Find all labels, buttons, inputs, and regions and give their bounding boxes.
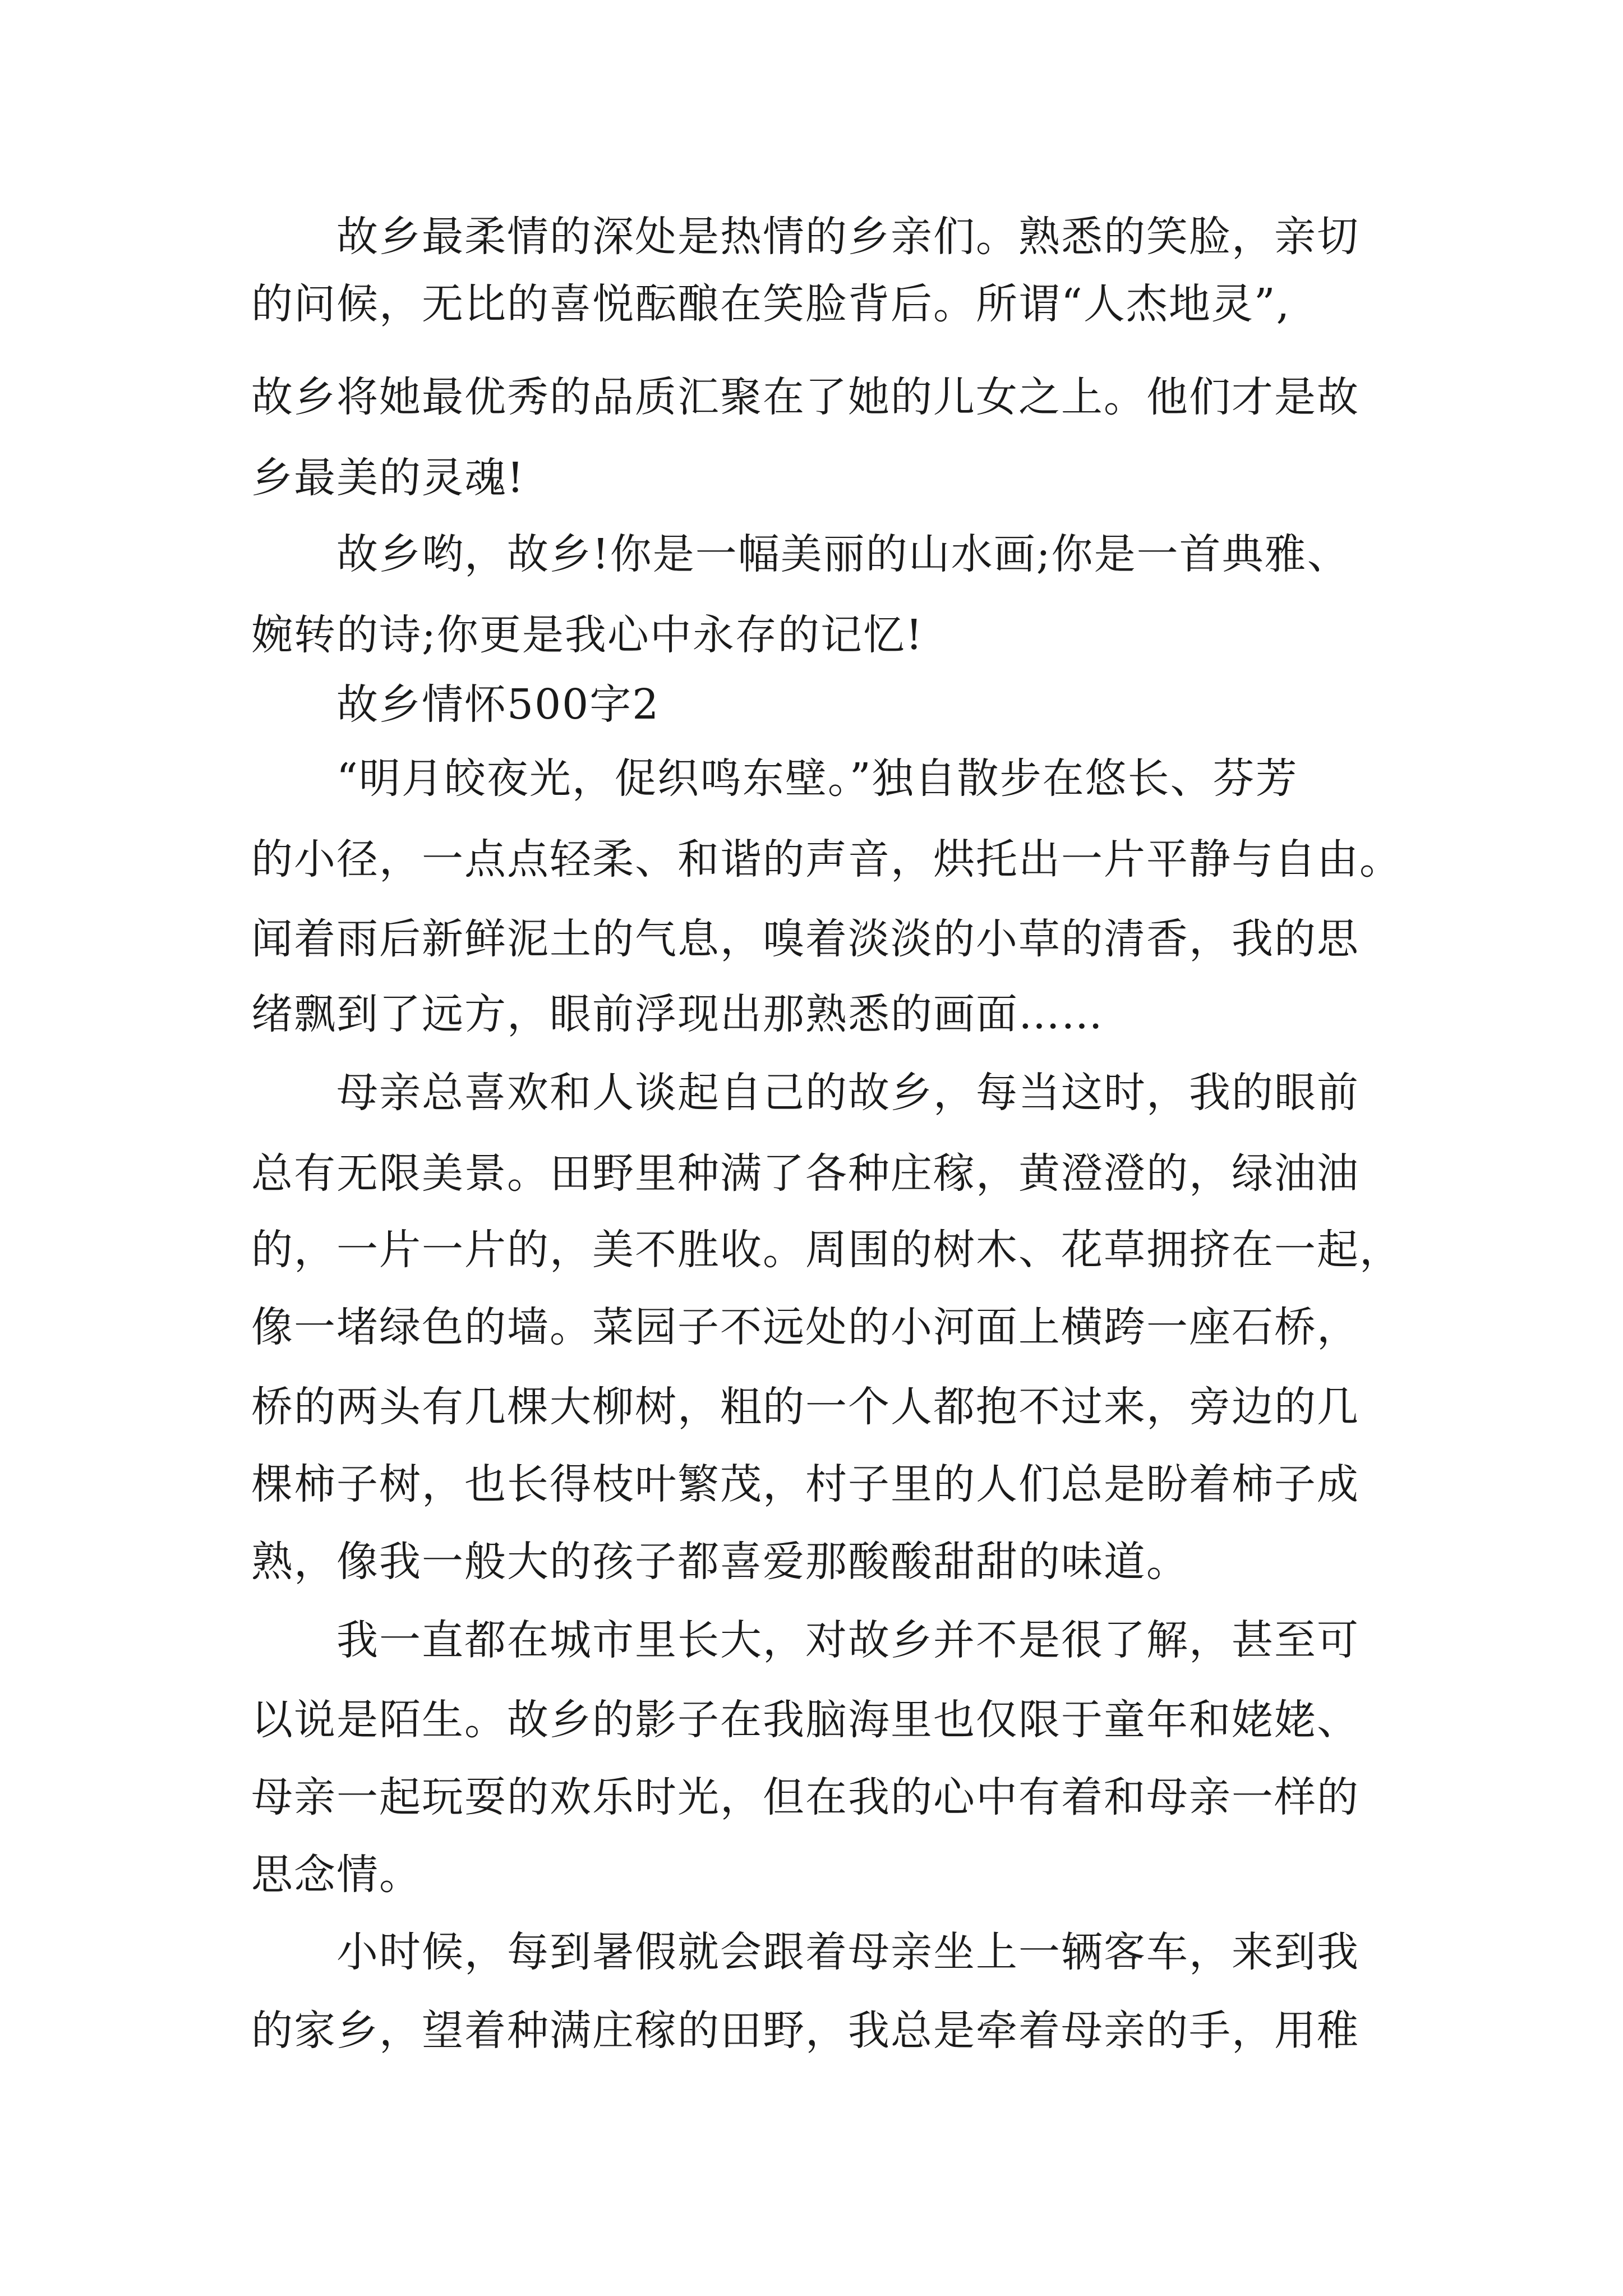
text-line: 母亲总喜欢和人谈起自己的故乡，每当这时，我的眼前 bbox=[336, 1069, 1359, 1117]
text-line: 故乡最柔情的深处是热情的乡亲们。熟悉的笑脸，亲切 bbox=[336, 213, 1359, 261]
text-line: 思念情。 bbox=[251, 1851, 422, 1899]
text-line: 我一直都在城市里长大，对故乡并不是很了解，甚至可 bbox=[336, 1616, 1359, 1664]
text-line: 的小径，一点点轻柔、和谐的声音，烘托出一片平静与自由。 bbox=[251, 835, 1402, 884]
text-line: 绪飘到了远方，眼前浮现出那熟悉的画面…… bbox=[251, 990, 1104, 1038]
text-line: 的家乡，望着种满庄稼的田野，我总是牵着母亲的手，用稚 bbox=[251, 2007, 1359, 2055]
text-line: 像一堵绿色的墙。菜园子不远处的小河面上横跨一座石桥， bbox=[251, 1303, 1359, 1351]
text-line: 总有无限美景。田野里种满了各种庄稼，黄澄澄的，绿油油 bbox=[251, 1149, 1359, 1198]
text-line: 熟，像我一般大的孩子都喜爱那酸酸甜甜的味道。 bbox=[251, 1538, 1189, 1586]
text-line: 的问候，无比的喜悦酝酿在笑脸背后。所谓“人杰地灵”, bbox=[251, 280, 1291, 328]
text-line: 故乡将她最优秀的品质汇聚在了她的儿女之上。他们才是故 bbox=[251, 373, 1359, 421]
section-heading: 故乡情怀500字2 bbox=[336, 680, 660, 729]
text-line: 以说是陌生。故乡的影子在我脑海里也仅限于童年和姥姥、 bbox=[251, 1696, 1359, 1744]
text-line: 闻着雨后新鲜泥土的气息，嗅着淡淡的小草的清香，我的思 bbox=[251, 915, 1359, 963]
text-line: “明月皎夜光，促织鸣东壁。”独自散步在悠长、芬芳 bbox=[336, 754, 1298, 803]
text-line: 棵柿子树，也长得枝叶繁茂，村子里的人们总是盼着柿子成 bbox=[251, 1460, 1359, 1508]
text-line: 母亲一起玩耍的欢乐时光，但在我的心中有着和母亲一样的 bbox=[251, 1773, 1359, 1821]
text-line: 的，一片一片的，美不胜收。周围的树木、花草拥挤在一起， bbox=[251, 1226, 1402, 1274]
text-line: 小时候，每到暑假就会跟着母亲坐上一辆客车，来到我 bbox=[336, 1928, 1359, 1976]
text-line: 桥的两头有几棵大柳树，粗的一个人都抱不过来，旁边的几 bbox=[251, 1383, 1359, 1431]
text-line: 乡最美的灵魂! bbox=[251, 454, 525, 502]
text-line: 婉转的诗;你更是我心中永存的记忆! bbox=[251, 611, 924, 659]
text-line: 故乡哟，故乡!你是一幅美丽的山水画;你是一首典雅、 bbox=[336, 530, 1350, 578]
